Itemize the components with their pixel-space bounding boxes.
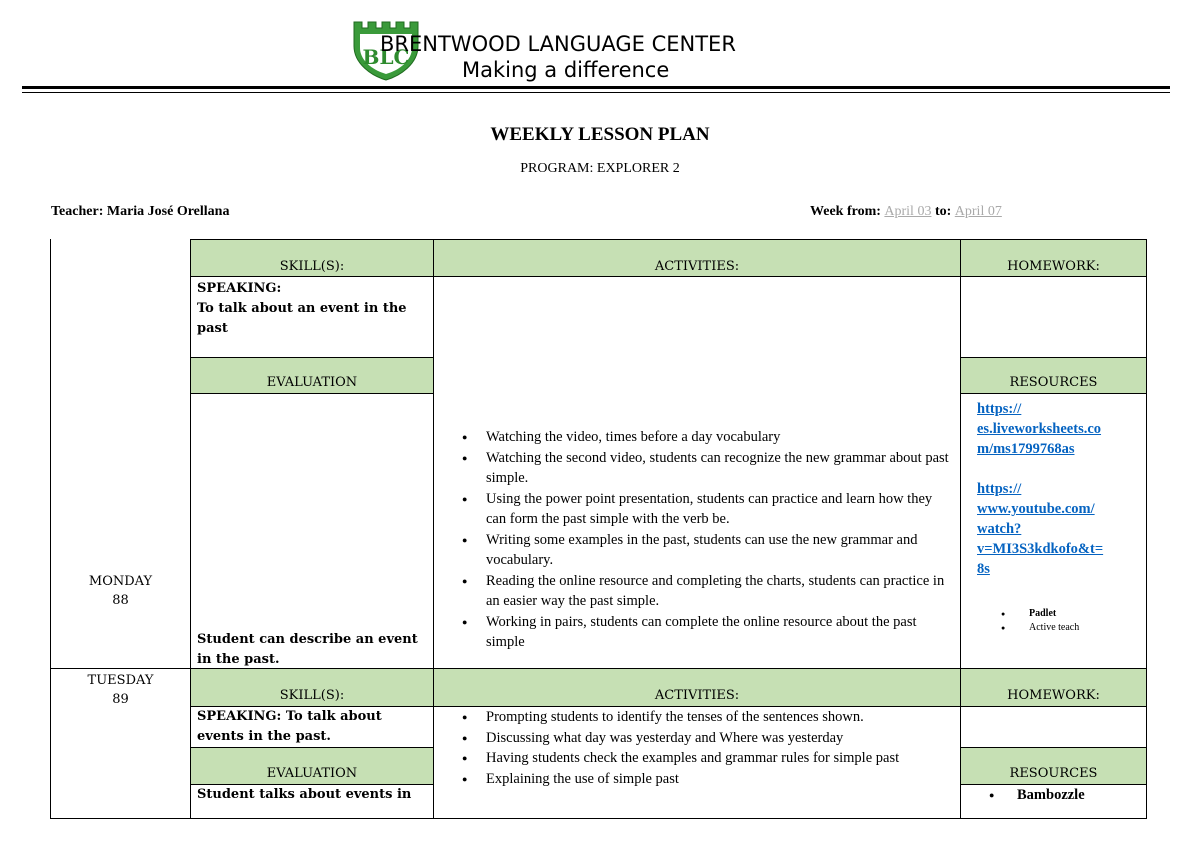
monday-evaluation-header: EVALUATION [190,357,434,394]
tuesday-evaluation-cell [190,784,434,819]
monday-activities-list [450,427,950,653]
resource-bullet-item: ● Active teach [1001,622,1080,633]
monday-resource-bullets [1001,607,1079,635]
monday-label [51,572,190,610]
week-to-date: April 07 [954,204,1002,219]
resource-bullet-item: ● Bambozzle [989,787,1085,803]
monday-resources-header: RESOURCES [960,357,1147,394]
monday-day: MONDAY [88,574,153,589]
header-rule [22,86,1170,89]
monday-skill: SPEAKING: To talk about an event in the past [190,276,434,358]
tuesday-homework-header: HOMEWORK: [960,668,1147,707]
monday-activities-header: ACTIVITIES: [433,239,961,277]
week-from-date: April 03 [884,204,932,219]
activity-item: ● Having students check the examples and grammar rules for simple past [470,748,960,769]
document-title: WEEKLY LESSON PLAN [490,124,710,145]
school-name: BRENTWOOD LANGUAGE CENTER [380,32,736,56]
monday-homework [960,276,1147,358]
resource-bullet-item: ● Padlet [1001,608,1057,619]
monday-activities-cell [433,276,961,669]
tuesday-skill: SPEAKING: To talk about events in the past. [190,706,434,748]
tuesday-number: 89 [112,692,129,707]
youtube-link[interactable]: https:// www.youtube.com/ watch? v=MI3S3kdkofo&t= 8s [977,481,1104,577]
tuesday-resources-header: RESOURCES [960,747,1147,785]
teacher-name: Teacher: Maria José Orellana [51,204,230,219]
liveworksheets-link[interactable]: https:// es.liveworksheets.co m/ms1799768as [977,401,1102,457]
tuesday-day: TUESDAY [87,673,154,688]
svg-text:BLC: BLC [362,45,410,69]
tuesday-activities-header: ACTIVITIES: [433,668,961,707]
monday-evaluation-cell [190,393,434,669]
header-rule-thin [22,92,1170,93]
tuesday-resources-cell [960,784,1147,819]
monday-homework-header: HOMEWORK: [960,239,1147,277]
tuesday-activities-list [450,707,960,789]
tuesday-activities-cell [433,706,961,819]
monday-evaluation: Student can describe an event in the past. [197,632,418,667]
activity-item: ● Reading the online resource and completing the charts, students can practice in an easier way the past simple. [470,571,950,612]
school-motto: Making a difference [462,58,670,82]
monday-skill-header: SKILL(S): [190,239,434,277]
tuesday-homework [960,706,1147,748]
tuesday-evaluation: Student talks about events in [197,787,412,802]
program-label: PROGRAM: EXPLORER 2 [520,161,680,176]
activity-item: ● Prompting students to identify the tenses of the sentences shown. [470,707,960,728]
activity-item: ● Working in pairs, students can complete the online resource about the past simple [470,612,950,653]
activity-item: ● Writing some examples in the past, students can use the new grammar and vocabulary. [470,530,950,571]
week-range [810,204,1002,220]
activity-item: ● Watching the second video, students can recognize the new grammar about past simple. [470,448,950,489]
activity-item: ● Discussing what day was yesterday and Where was yesterday [470,728,960,749]
activity-item: ● Watching the video, times before a day vocabulary [470,427,950,448]
week-from-label: Week from: [810,204,881,219]
monday-number: 88 [112,593,129,608]
week-to-label: to: [934,204,952,219]
monday-resources-cell [960,393,1147,669]
activity-item: ● Using the power point presentation, students can practice and learn how they can form the past simple with the verb be. [470,489,950,530]
day-row-divider [50,668,191,669]
activity-item: ● Explaining the use of simple past [470,769,960,790]
tuesday-skill-header: SKILL(S): [190,668,434,707]
tuesday-evaluation-header: EVALUATION [190,747,434,785]
tuesday-label [51,671,190,709]
